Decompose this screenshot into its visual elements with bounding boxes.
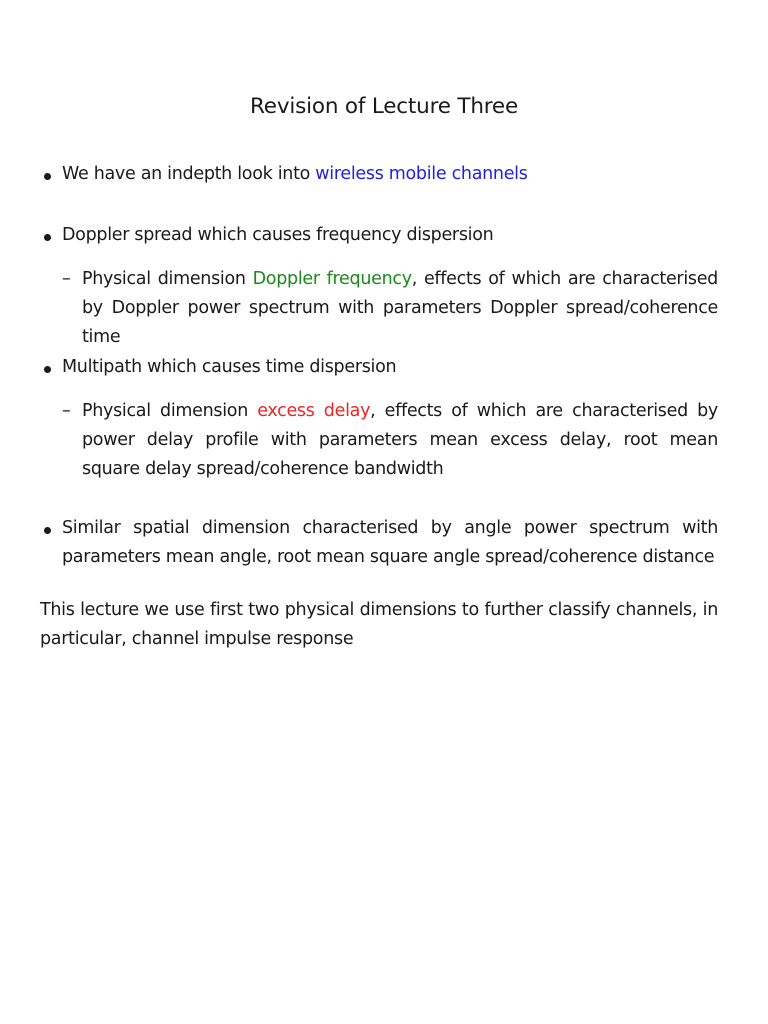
sub-bullet-text: Physical dimension excess delay, effects of which are characterised by power delay profile with parameters mean excess delay, root mean square delay spread/coherence bandwidth <box>82 401 718 479</box>
sub-bullet-text: Physical dimension Doppler frequency, effects of which are characterised by Doppler power spectrum with parameters Doppler spread/coherence time <box>82 269 718 347</box>
bullet-dot-icon <box>44 173 51 180</box>
bullet-text: Similar spatial dimension characterised by angle power spectrum with parameters mean angle, root mean square angle spread/coherence distance <box>62 518 718 567</box>
highlight-wireless-mobile-channels: wireless mobile channels <box>315 164 528 184</box>
bullet-text: We have an indepth look into wireless mobile channels <box>62 164 528 184</box>
slide-title: Revision of Lecture Three <box>250 94 518 119</box>
bullet-dot-icon <box>44 366 51 373</box>
closing-paragraph: This lecture we use first two physical dimensions to further classify channels, in particular, channel impulse response <box>40 600 718 649</box>
highlight-doppler-frequency: Doppler frequency <box>252 269 412 289</box>
bullet-text: Doppler spread which causes frequency dispersion <box>62 225 494 245</box>
bullet-dot-icon <box>44 234 51 241</box>
dash-icon: – <box>62 269 71 289</box>
highlight-excess-delay: excess delay <box>257 401 371 421</box>
dash-icon: – <box>62 401 71 421</box>
bullet-dot-icon <box>44 527 51 534</box>
bullet-text: Multipath which causes time dispersion <box>62 357 397 377</box>
